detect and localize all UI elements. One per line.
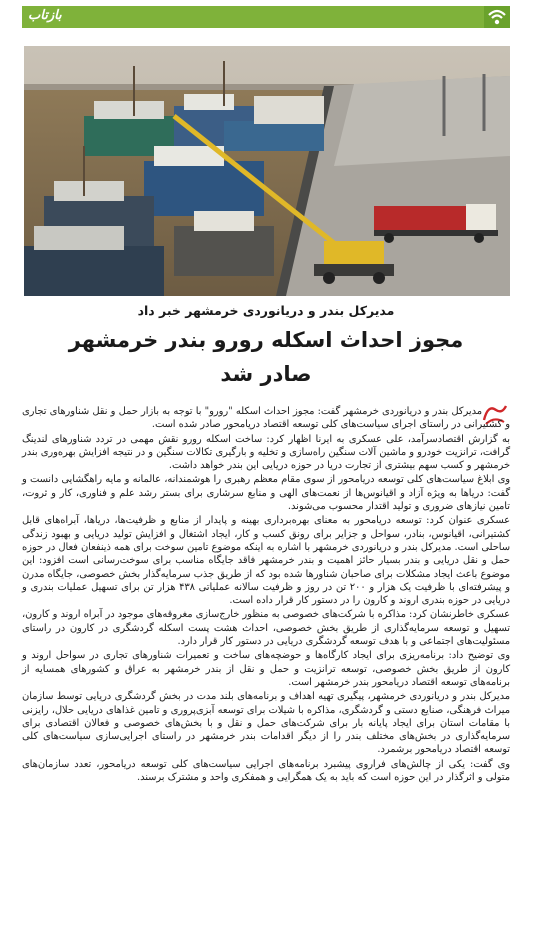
paragraph: عسکری خاطرنشان کرد: مذاکره با شرکت‌های خصوصی به منظور خارج‌سازی مغروقه‌های موجود در آبراه اروند و کارون، تسهیل و توسعه سرمایه‌گذاری از طریق بخش خصوصی، احداث هشت پست اسکله گردشگری در کارون در راستای مسئولیت‌های اجتماعی و با هدف توسعه گردشگری دریایی در دستور کار قرار دارد. bbox=[22, 609, 510, 648]
port-photo bbox=[24, 46, 510, 296]
paragraph: عسکری عنوان کرد: توسعه دریامحور به معنای بهره‌برداری بهینه و پایدار از منابع و ظرفیت‌ها، دریاها، آبراه‌های قابل کشتیرانی، اقیانوس، بنادر، سواحل و جزایر برای رونق کسب و کار، ایجاد اشتغال و افزایش تولید دریایی و بهبود زندگی ساحلی است. مدیرکل بندر و دریانوردی خرمشهر با اشاره به اینکه موضوع تامین سوخت برای همه ذینفعان فعال در حوزه حمل و نقل دریایی و بندر بسیار حائز اهمیت و بندر خرمشهر فاقد جایگاه مناسب برای سوخت‌رسانی است افزود: این موضوع باعث ایجاد مشکلات برای صاحبان شناورها شده بود که از طریق جذب سرمایه‌گذار بخش خصوصی، جایگاه مدرن و پیشرفته‌ای با ظرفیت یک هزار و ۲۰۰ تن در روز و ظرفیت سالانه عملیاتی ۴۳۸ هزار تن برای تسهیل عملیات بندری و دریایی در حوزه بندری اروند و کارون را در دستور کار قرار داده است. bbox=[22, 515, 510, 607]
article-body bbox=[22, 405, 510, 785]
section-label: بازتاب bbox=[28, 8, 62, 23]
article-subtitle: مدیرکل بندر و دریانوردی خرمشهر خبر داد bbox=[137, 303, 395, 318]
paragraph: وی توضیح داد: برنامه‌ریزی برای ایجاد کارگاه‌ها و حوضچه‌های ساخت و تعمیرات شناورهای تجاری در سواحل اروند و کارون از طریق بخش خصوصی، توسعه ترانزیت و حمل و نقل از بندر خرمشهر به عراق و کشورهای همسایه از برنامه‌های توسعه اقتصاد دریامحور بندر خرمشهر است. bbox=[22, 650, 510, 688]
section-header-bar bbox=[22, 6, 510, 28]
article-headline bbox=[22, 323, 510, 391]
headline-line-1: مجوز احداث اسکله رورو بندر خرمشهر bbox=[68, 328, 464, 352]
wifi-icon bbox=[484, 6, 510, 28]
paragraph: به گزارش اقتصادسرآمد، علی عسکری به ایرنا اظهار کرد: ساخت اسکله رورو نقش مهمی در تردد شناورهای لندینگ گرافت، ترانزیت خودرو و ماشین آلات سنگین راه‌سازی و تخلیه و بارگیری تکالات سنگین و در نتیجه افزایش بهره‌وری بندر خرمشهر و کسب سهم بیشتری از تجارت دریا در حوزه دریایی این بندر خواهد داشت. bbox=[22, 433, 510, 472]
paragraph: وی گفت: یکی از چالش‌های فراروی پیشبرد برنامه‌های اجرایی سیاست‌های کلی توسعه دریامحور، تعدد سازمان‌های متولی و اثرگذار در این حوزه است که باید به یک همگرایی و همفکری واحد و مشترک برسند. bbox=[22, 758, 510, 784]
paragraph: مدیرکل بندر و دریانوردی خرمشهر، پیگیری تهیه اهداف و برنامه‌های بلند مدت در بخش گردشگری دریایی توسط سازمان میراث فرهنگی، صنایع دستی و گردشگری، مذاکره با شیلات برای توسعه آبزی‌پروری و تامین غذاهای دریایی حلال، رایزنی با مقامات استان برای ایجاد پایانه بار برای شرکت‌های حمل و نقل و با بخش‌های خصوصی و فعالان اقتصادی برای سرمایه‌گذاری در بخش‌های مختلف بندر را از دیگر اقدامات بندر خرمشهر در راستای اجرایی‌سازی سیاست‌های کلی توسعه اقتصاد دریامحور برشمرد. bbox=[22, 691, 510, 756]
paragraph: وی ابلاغ سیاست‌های کلی توسعه دریامحور از سوی مقام معظم رهبری را هوشمندانه، عالمانه و مایه راهگشایی دانست و گفت: دریاها به ویژه آزاد و اقیانوس‌ها از نعمت‌های الهی و منابع سرشاری برای بستر رشد علم و فناوری، کار و ثروت، تامین نیازهای ضروری و تولید اقتدار محسوب می‌شوند. bbox=[22, 474, 510, 513]
headline-line-2: صادر شد bbox=[220, 362, 312, 386]
paragraph: مدیرکل بندر و دریانوردی خرمشهر گفت: مجوز احداث اسکله "رورو" با توجه به بازار حمل و نقل شناورهای تجاری و کشتیرانی در راستای اجرای سیاست‌های کلی توسعه اقتصاد دریامحور صادر شده است. bbox=[22, 406, 510, 431]
